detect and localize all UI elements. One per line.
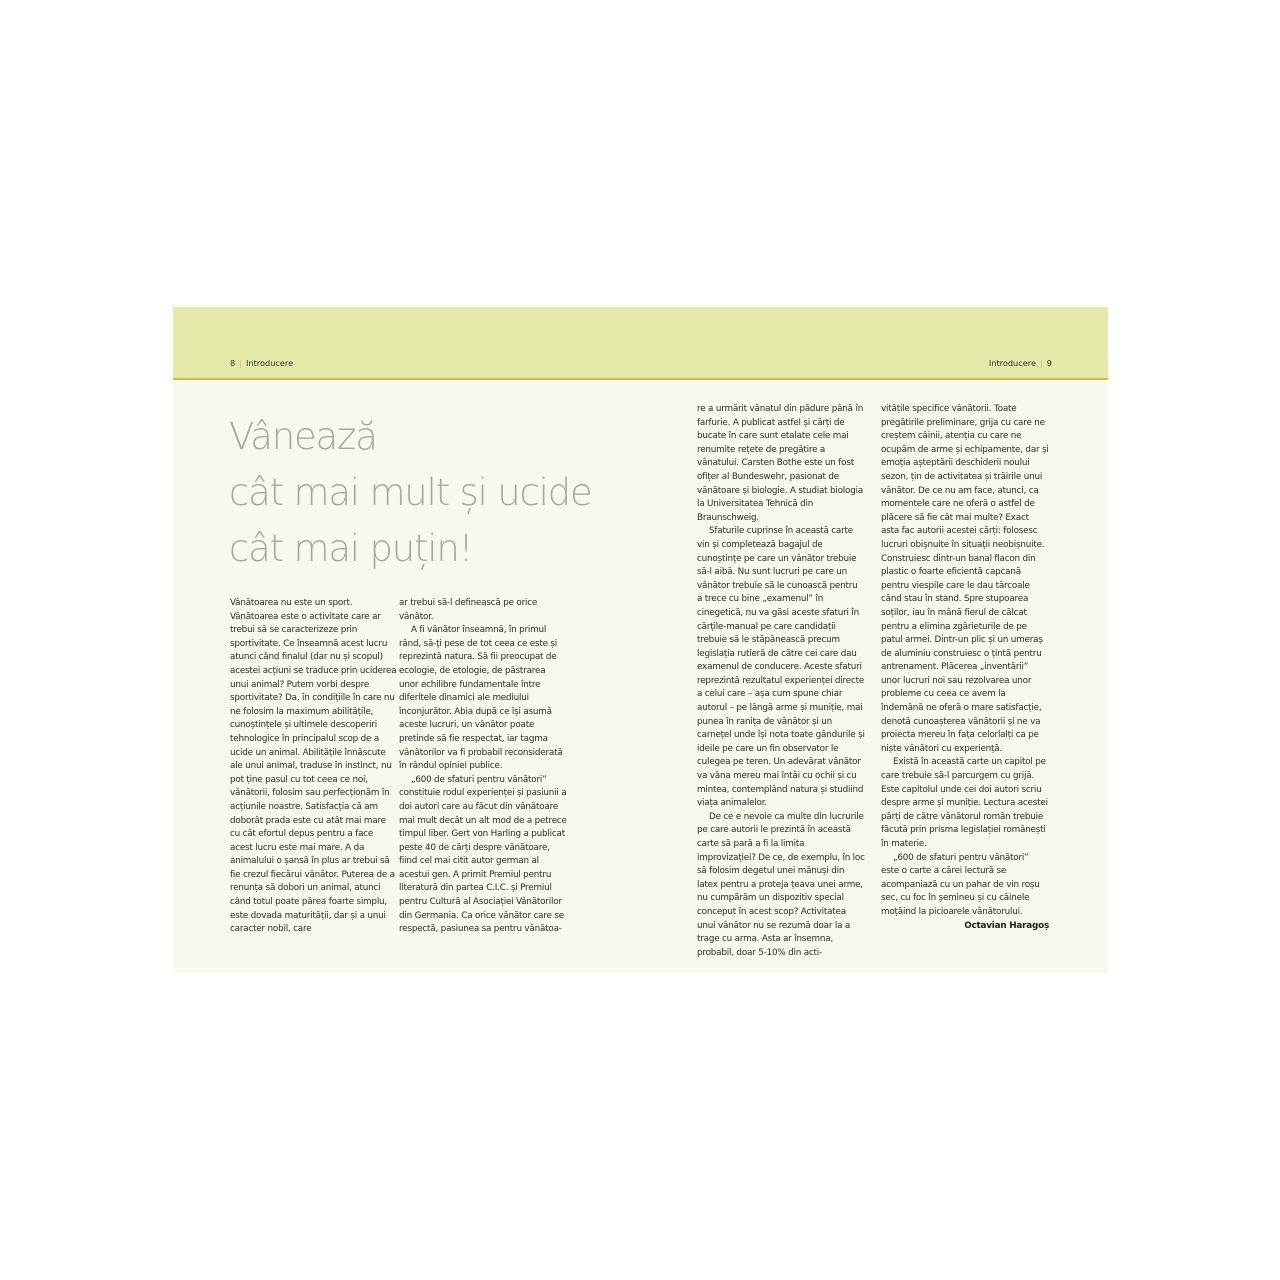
paragraph: Vânătoarea nu este un sport. Vânătoarea este o activitate care ar trebui să se caracterizeze prin sportivitate. Ce înseamnă acest lucru atunci când finalul (dar nu și scopul) acestei acțiuni se traduce prin uciderea unui animal? Putem vorbi despre sportivitate? Da, în condițiile în care nu ne folosim la maximum abilitățile, cunoștințele și ultimele descoperiri tehnologice în principalul scop de a ucide un animal. Abilitățile înnăscute ale unui animal, traduse în instinct, nu pot ține pasul cu tot ceea ce noi, vânătorii, folosim sau perfecționăm în acțiunile noastre. Satisfacția că am doborât prada este cu atât mai mare cu cât efortul depus pentru a face acest lucru este mai mare. A da animalului o șansă în plus ar trebui să fie crezul fiecărui vânător. Puterea de a renunța să dobori un animal, atunci când totul poate părea foarte simplu, este dovada maturității, dar și a unui caracter nobil, care (230, 598, 397, 935)
text-column-1 (230, 597, 398, 937)
text-column-4 (881, 403, 1049, 933)
paragraph: re a urmărit vânatul din pădure până în farfurie. A publicat astfel și cărți de bucate în care sunt etalate cele mai renumite rețete de pregătire a vânatului. Carsten Bothe este un fost ofițer al Bundeswehr, pasionat de vânătoare și biologie. A studiat biologia la Universitatea Tehnică din Braunschweig. (697, 404, 864, 523)
left-running-header (230, 358, 293, 368)
paragraph: „600 de sfaturi pentru vânători” este o carte a cărei lectură se acompaniază cu un pahar de vin roșu sec, cu foc în șemineu și cu câinele moțăind la picioarele vânătorului. (881, 852, 1040, 917)
title-line-3: cât mai puțin! (229, 527, 473, 570)
paragraph: „600 de sfaturi pentru vânători” constituie rodul experienței și pasiunii a doi autori care au făcut din vânătoare mai mult decât un alt mod de a petrece timpul liber. Gert von Harling a publicat peste 40 de cărți despre vânătoare, fiind cel mai citit autor german al acestui gen. A primit Premiul pentru literatură din partea C.I.C. și Premiul pentru Cultură al Asociației Vânătorilor din Germania. Ca orice vânător care se respectă, pasiunea sa pentru vânătoa- (399, 774, 567, 935)
paragraph: vitățile specifice vânătorii. Toate pregătirile preliminare, grija cu care ne creștem câinii, atenția cu care ne ocupăm de arme și echipamente, dar și emoția așteptării deschiderii noului sezon, țin de activitatea și trăirile unui vânător. De ce nu am face, atunci, ca momentele care ne oferă o astfel de plăcere să fie cât mai multe? Exact asta fac autorii acestei cărți: folosesc lucruri obișnuite în situații neobișnuite. Construiesc dintr-un banal flacon din plastic o foarte eficientă capcană pentru viespile care le dau târcoale când stau în stand. Spre stupoarea soților, iau în mână fierul de călcat pentru a elimina zgârieturile de pe patul armei. Dintr-un plic și un umeraș de aluminiu construiesc o țintă pentru antrenament. Plăcerea „inventării” unor lucruri noi sau rezolvarea unor probleme cu ceea ce avem la îndemână ne oferă o mare satisfacție, denotă cunoașterea vânătorii și ne va proiecta mereu în fața celorlalți ca pe niște vânători cu experiență. (881, 404, 1049, 754)
text-column-2 (399, 597, 567, 937)
header-band (173, 307, 1108, 380)
author-signature: Octavian Haragoș (964, 920, 1049, 931)
title-line-2: cât mai mult și ucide (229, 471, 592, 514)
paragraph: De ce e nevoie ca multe din lucrurile pe care autorii le prezintă în această carte să pară a fi la limita improvizației? De ce, de exemplu, în loc să folosim degetul unei mănuși din latex pentru a proteja țeava unei arme, nu cumpărăm un dispozitiv special conceput în acest scop? Activitatea unui vânător nu se rezumă doar la a trage cu arma. Asta ar însemna, probabil, doar 5-10% din acti- (697, 811, 865, 958)
right-running-header (989, 358, 1052, 368)
header-separator: | (239, 358, 242, 368)
header-separator: | (1040, 358, 1043, 368)
right-section-title: Introducere (988, 358, 1037, 368)
paragraph: Există în această carte un capitol pe care trebuie să-l parcurgem cu grijă. Este capitolul unde cei doi autori scriu despre arme și muniție. Lectura acestei părți de către vânătorul român trebuie făcută prin prisma legislației românești în materie. (881, 757, 1048, 849)
paragraph: Sfaturile cuprinse în această carte vin și completează bagajul de cunoștințe pe care un vânător trebuie să-l aibă. Nu sunt lucruri pe care un vânător trebuie să le cunoască pentru a trece cu bine „examenul” în cinegetică, nu va găsi aceste sfaturi în cărțile-manual pe care candidații trebuie să le stăpânească precum legislația rutieră de către cei care dau examenul de conducere. Aceste sfaturi reprezintă rezultatul experienței directe a celui care – așa cum spune chiar autorul – pe lângă arme și muniție, mai punea în ranița de vânător și un carnețel unde își nota toate gândurile și ideile pe care un fin observator le culegea pe teren. Un adevărat vânător va vâna mereu mai întâi cu ochii și cu mintea, contemplând natura și studiind viața animalelor. (697, 526, 865, 809)
paragraph: ar trebui să-l definească pe orice vânător. (399, 598, 538, 622)
left-section-title: Introducere (245, 358, 294, 368)
right-page-number: 9 (1046, 358, 1052, 368)
text-column-3 (697, 403, 865, 960)
title-line-1: Vânează (229, 415, 377, 458)
book-spread (173, 307, 1108, 973)
paragraph: A fi vânător înseamnă, în primul rând, să-ți pese de tot ceea ce este și reprezintă natura. Să fii preocupat de ecologie, de etologie, de păstrarea unor echilibre fundamentale între diferitele dinamici ale mediului înconjurător. Abia după ce își asumă aceste lucruri, un vânător poate pretinde să fie respectat, iar tagma vânătorilor va fi probabil reconsiderată în rândul opiniei publice. (399, 625, 563, 772)
page-title (229, 409, 592, 577)
left-page-number: 8 (230, 358, 236, 368)
